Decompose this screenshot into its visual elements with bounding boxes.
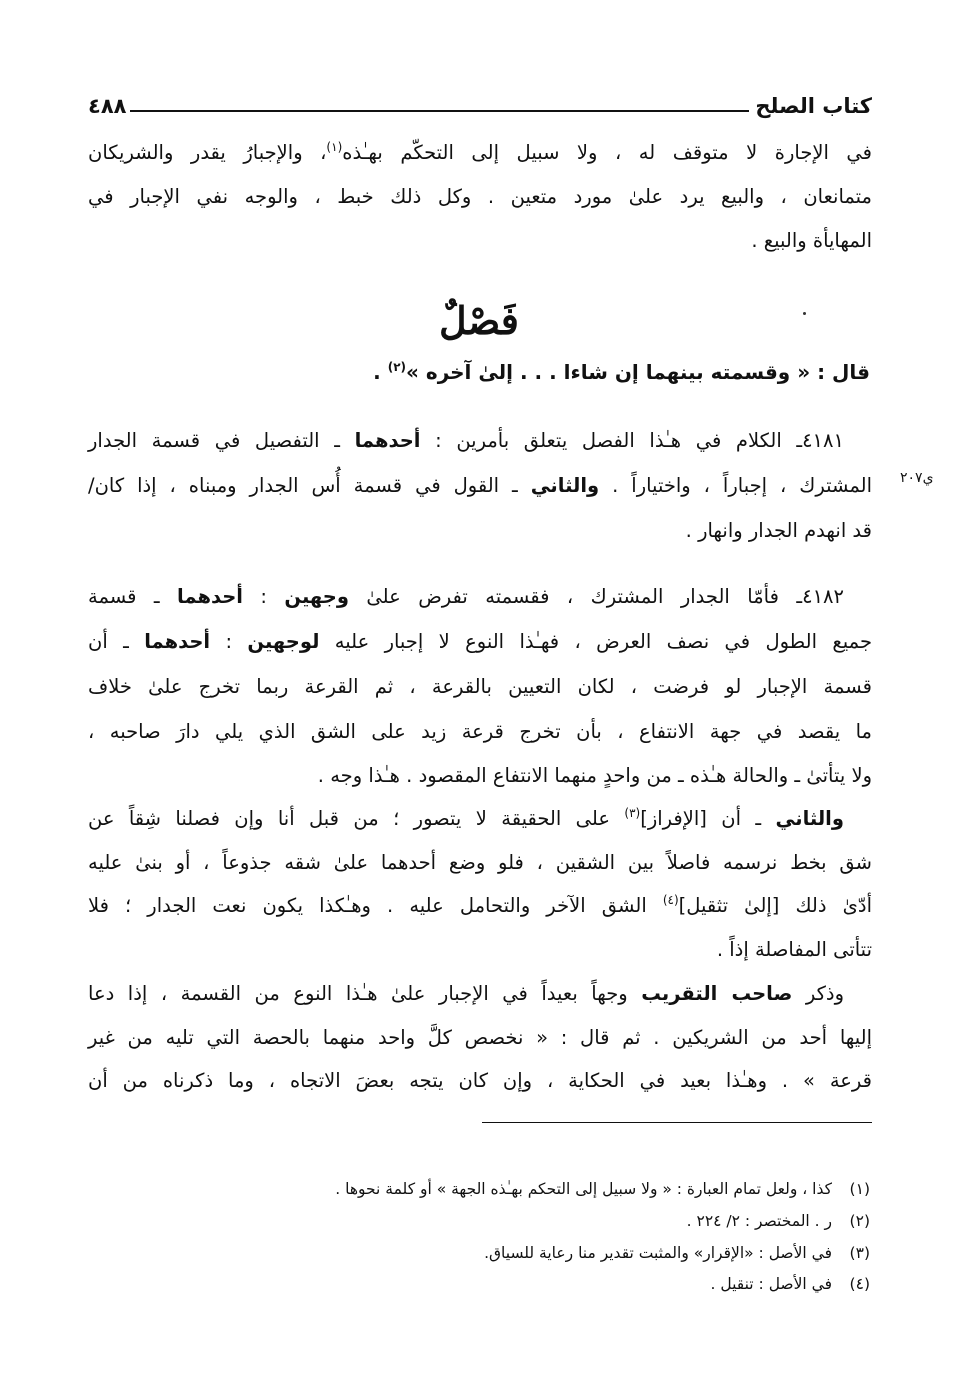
bold-term: لوجهين [247, 630, 320, 653]
text-segment: الشق الآخر والتحامل عليه . وهـٰكذا يكون نعت الجدار ؛ فلا [88, 894, 663, 917]
quote-text: قال : « وقسمته بينهما إن شاءا . . . إلىٰ آخره » [406, 360, 870, 384]
text-segment: ٤١٨١ـ الكلام في هـٰذا الفصل يتعلق بأمرين : [420, 429, 844, 452]
text-segment: قرعة » . وهـٰذا بعيد في الحكاية ، وإن كان يتجه بعضَ الاتجاه ، وما ذكرناه من أن [88, 1069, 872, 1092]
footnote-ref: (٢) [387, 360, 407, 374]
running-header [88, 84, 872, 118]
bold-term: والثاني [530, 474, 600, 497]
text-segment: وجهاً بعيداً في الإجبار علىٰ هـٰذا النوع من القسمة ، إذا دعا [88, 982, 642, 1005]
text-line [88, 582, 872, 612]
text-segment: على الحقيقة لا يتصور ؛ من قبل أنا وإن فصلنا شِقاً عن [88, 807, 625, 830]
text-line [88, 182, 872, 212]
page-number: ٤٨٨ [88, 94, 127, 118]
text-line [88, 848, 872, 878]
footnote-number: (٤) [849, 1275, 870, 1293]
text-line [88, 979, 872, 1009]
footnote-text: كذا ، ولعل تمام العبارة : « ولا سبيل إلى التحكم بهـٰذه الجهة » أو كلمة نحوها . [335, 1180, 832, 1198]
footnote-text: ر . المختصر : ٢/ ٢٢٤ . [686, 1212, 832, 1230]
footnote [687, 1209, 870, 1233]
text-segment: ـ أن [88, 630, 145, 653]
text-segment: المشترك ، إجباراً ، واختياراً . [599, 474, 872, 497]
text-line [88, 1066, 872, 1096]
text-line [88, 471, 872, 501]
text-line [88, 516, 872, 546]
text-segment: ـ أن [الإفراز] [640, 807, 776, 830]
text-line [88, 1023, 872, 1053]
text-segment: المهايأة والبيع . [751, 229, 872, 252]
text-line [88, 672, 872, 702]
footnote-text: في الأصل : تنقيل . [710, 1275, 832, 1293]
text-segment: قد انهدم الجدار وانهار . [685, 519, 872, 542]
footnote-number: (١) [849, 1180, 870, 1198]
text-segment: : [210, 630, 248, 653]
margin-manuscript-ref: ي٢٠٧ [900, 470, 934, 486]
text-segment: ـ التفصيل في قسمة الجدار [88, 429, 355, 452]
text-segment: شق بخط نرسمه فاصلاً بين الشقين ، فلو وضع أحدهما علىٰ شقه جذوعاً ، أو بنىٰ عليه [88, 851, 872, 874]
text-segment: ـ القول في قسمة أُس الجدار ومبناه ، إذا كان/ [88, 474, 531, 497]
footnote [711, 1272, 870, 1296]
bold-term: صاحب التقريب [641, 982, 793, 1005]
text-line [88, 891, 872, 921]
footnote-ref: (٣) [624, 806, 641, 820]
quote-end: . [373, 360, 388, 384]
text-segment: ، والإجبارُ يقدر والشريكان [88, 141, 327, 164]
bold-term: وجهين [284, 585, 349, 608]
quoted-heading [373, 360, 870, 384]
footnote [335, 1177, 870, 1201]
footnote-text: في الأصل : «الإقرار» والمثبت تقدير منا رعاية للسياق. [484, 1244, 832, 1262]
book-title: كتاب الصلح [755, 94, 872, 118]
text-line [88, 761, 872, 791]
bold-term: والثاني [775, 807, 844, 830]
text-segment: في الإجارة لا متوقف له ، ولا سبيل إلى التحكّم بهـٰذه [342, 141, 872, 164]
text-segment: وذكر [792, 982, 845, 1005]
header-rule [130, 110, 749, 112]
text-segment: أدّىٰ ذلك [إلىٰ تثقيل] [678, 894, 872, 917]
bold-term: أحدهما [144, 630, 211, 653]
text-line [88, 226, 872, 256]
text-segment: إليها أحد من الشريكين . ثم قال : « نخصص كلَّ واحد منهما بالحصة التي تليه من غير [88, 1026, 872, 1049]
text-segment: ٤١٨٢ـ فأمّا الجدار المشترك ، فقسمته تفرض علىٰ [348, 585, 844, 608]
bold-term: أحدهما [354, 429, 421, 452]
text-segment: قسمة الإجبار لو فرضت ، لكان التعيين بالقرعة ، ثم القرعة ربما تخرج علىٰ خلاف [88, 675, 872, 698]
section-ornament-fasl: فَصْلٌ [439, 298, 519, 343]
footnote-separator [482, 1122, 872, 1123]
text-segment: ـ قسمة [88, 585, 178, 608]
text-segment: متمانعان ، والبيع يرد علىٰ مورد متعين . وكل ذلك خبط ، والوجه نفي الإجبار في [88, 185, 872, 208]
text-segment: جميع الطول في نصف العرض ، فهـٰذا النوع لا إجبار عليه [319, 630, 872, 653]
text-line [88, 138, 872, 168]
footnote-ref: (١) [326, 140, 343, 154]
footnote [484, 1241, 870, 1265]
text-segment: ما يقصد في جهة الانتفاع ، بأن تخرج قرعة زيد على الشق الذي يلي دارَ صاحبه ، [88, 720, 872, 743]
text-line [88, 717, 872, 747]
text-line [88, 935, 872, 965]
bold-term: أحدهما [177, 585, 243, 608]
text-line [88, 804, 872, 834]
text-line [88, 426, 872, 456]
footnote-ref: (٤) [662, 893, 679, 907]
text-line [88, 627, 872, 657]
text-segment: ولا يتأتىٰ ـ والحالة هـٰذه ـ من واحدٍ منهما الانتفاع المقصود . هـٰذا وجه . [317, 764, 872, 787]
text-segment: : [242, 585, 285, 608]
footnote-number: (٢) [849, 1212, 870, 1230]
footnote-number: (٣) [849, 1244, 870, 1262]
text-segment: تتأتى المفاصلة إذاً . [716, 938, 872, 961]
